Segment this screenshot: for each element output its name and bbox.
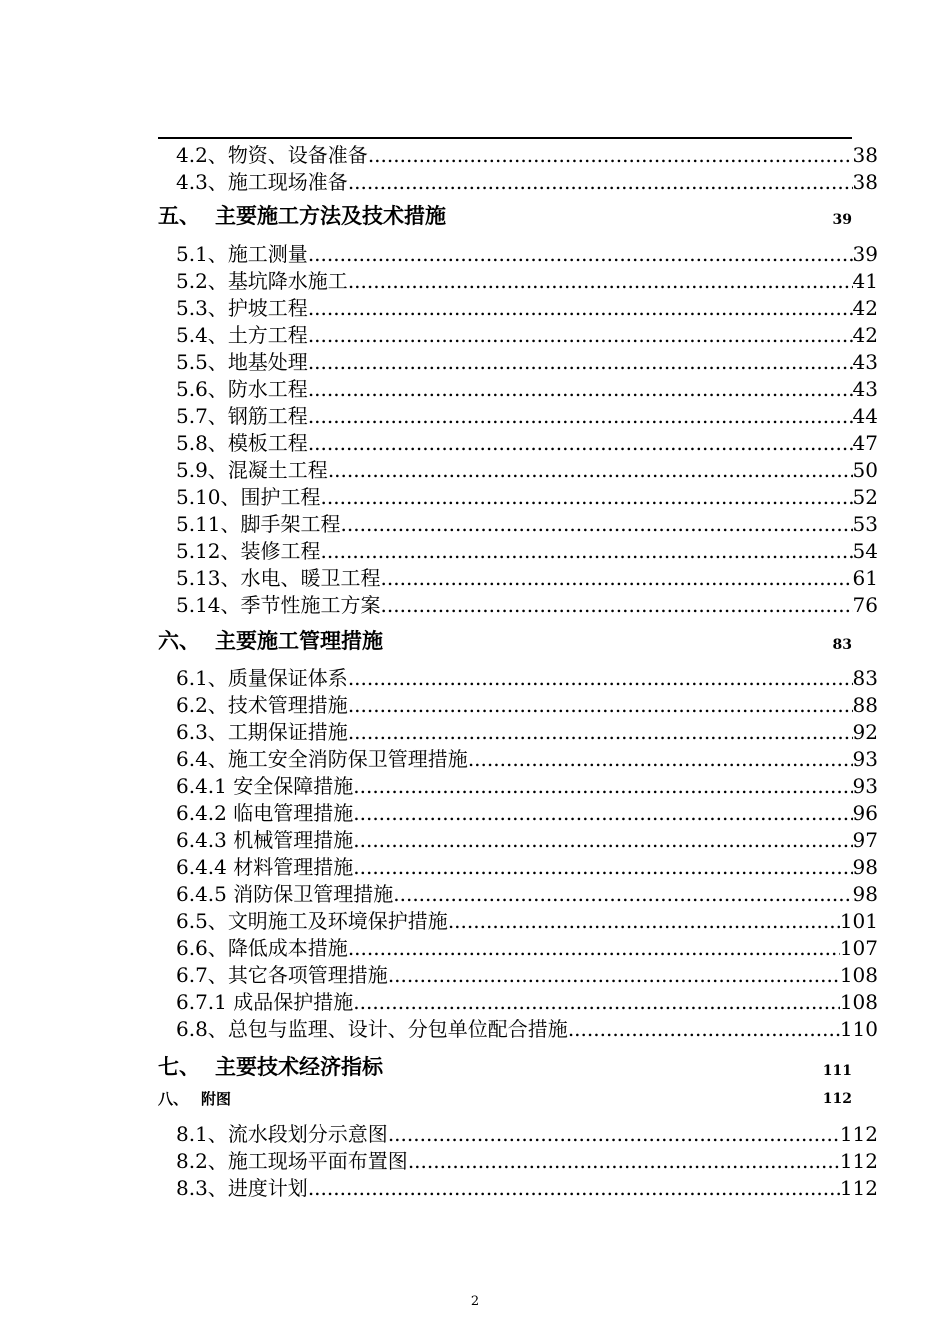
toc-leader	[341, 511, 853, 538]
toc-title: 6.4.5 消防保卫管理措施	[176, 882, 394, 906]
toc-number: 5.4、	[176, 323, 228, 347]
toc-number: 5.12、	[176, 539, 241, 563]
toc-number: 5.9、	[176, 458, 228, 482]
section-page: 83	[832, 637, 852, 653]
toc-page: 42	[852, 296, 878, 320]
toc-page: 38	[852, 170, 878, 194]
toc-leader	[308, 430, 853, 457]
toc-section-8[interactable]	[158, 1088, 852, 1110]
toc-title: 降低成本措施	[227, 936, 348, 960]
toc-page: 98	[852, 855, 878, 879]
section-number: 六、	[158, 628, 200, 653]
toc-leader	[308, 322, 853, 349]
toc-page: 112	[839, 1176, 878, 1200]
toc-entry-5-14[interactable]	[176, 592, 878, 619]
toc-page: 38	[852, 143, 878, 167]
toc-entry-5-13[interactable]	[176, 565, 878, 592]
toc-entry-5-1[interactable]	[176, 241, 878, 268]
toc-entry-6-1[interactable]	[176, 665, 878, 692]
toc-leader	[568, 1016, 840, 1043]
toc-leader	[448, 908, 840, 935]
toc-number: 5.5、	[176, 350, 228, 374]
toc-title: 防水工程	[227, 377, 308, 401]
toc-page: 108	[839, 990, 878, 1014]
toc-title: 6.4.1 安全保障措施	[176, 774, 354, 798]
toc-title: 地基处理	[227, 350, 308, 374]
toc-page: 50	[852, 458, 878, 482]
toc-entry-6-4-1[interactable]	[176, 773, 878, 800]
toc-leader	[381, 565, 853, 592]
top-rule	[158, 137, 852, 139]
toc-number: 8.3、	[176, 1176, 228, 1200]
toc-title: 模板工程	[227, 431, 308, 455]
toc-title: 物资、设备准备	[227, 143, 368, 167]
toc-number: 5.14、	[176, 593, 241, 617]
toc-leader	[353, 773, 852, 800]
toc-leader	[353, 989, 840, 1016]
toc-page: 96	[852, 801, 878, 825]
toc-title: 质量保证体系	[227, 666, 348, 690]
toc-entry-5-8[interactable]	[176, 430, 878, 457]
toc-entry-6-2[interactable]	[176, 692, 878, 719]
section-number: 八、	[158, 1090, 189, 1108]
toc-page: 101	[839, 909, 878, 933]
toc-leader	[308, 295, 853, 322]
toc-number: 6.5、	[176, 909, 228, 933]
toc-leader	[308, 1175, 840, 1202]
toc-title: 总包与监理、设计、分包单位配合措施	[227, 1017, 568, 1041]
toc-leader	[353, 854, 852, 881]
toc-number: 6.6、	[176, 936, 228, 960]
toc-number: 6.8、	[176, 1017, 228, 1041]
toc-entry-5-10[interactable]	[176, 484, 878, 511]
toc-page: 41	[852, 269, 878, 293]
toc-entry-5-12[interactable]	[176, 538, 878, 565]
toc-entry-5-7[interactable]	[176, 403, 878, 430]
toc-number: 6.3、	[176, 720, 228, 744]
toc-leader	[368, 142, 853, 169]
toc-entry-6-4-4[interactable]	[176, 854, 878, 881]
toc-leader	[308, 241, 853, 268]
toc-entry-4-3[interactable]	[176, 169, 878, 196]
toc-number: 6.2、	[176, 693, 228, 717]
toc-section-6[interactable]	[158, 626, 852, 656]
toc-entry-5-6[interactable]	[176, 376, 878, 403]
toc-title: 进度计划	[227, 1176, 308, 1200]
toc-page: 47	[852, 431, 878, 455]
toc-number: 6.4、	[176, 747, 228, 771]
toc-section-5[interactable]	[158, 201, 852, 231]
toc-title: 钢筋工程	[227, 404, 308, 428]
toc-section-7[interactable]	[158, 1052, 852, 1082]
toc-leader	[321, 538, 853, 565]
toc-page: 43	[852, 350, 878, 374]
toc-leader	[348, 719, 853, 746]
toc-leader	[348, 692, 853, 719]
toc-title: 文明施工及环境保护措施	[227, 909, 448, 933]
toc-leader	[328, 457, 853, 484]
page-number: 2	[470, 1294, 480, 1309]
toc-entry-6-3[interactable]	[176, 719, 878, 746]
toc-page: 39	[852, 242, 878, 266]
toc-title: 混凝土工程	[227, 458, 328, 482]
toc-leader	[393, 881, 852, 908]
toc-entry-5-9[interactable]	[176, 457, 878, 484]
toc-leader	[308, 403, 853, 430]
toc-page: 108	[839, 963, 878, 987]
toc-number: 4.2、	[176, 143, 228, 167]
toc-number: 8.2、	[176, 1149, 228, 1173]
toc-page: 42	[852, 323, 878, 347]
toc-page: 54	[852, 539, 878, 563]
toc-entry-8-1[interactable]	[176, 1121, 878, 1148]
toc-title: 技术管理措施	[227, 693, 348, 717]
toc-leader	[353, 800, 852, 827]
toc-leader	[308, 349, 853, 376]
toc-leader	[408, 1148, 840, 1175]
toc-entry-5-3[interactable]	[176, 295, 878, 322]
toc-entry-5-4[interactable]	[176, 322, 878, 349]
toc-page: 43	[852, 377, 878, 401]
toc-title: 6.4.4 材料管理措施	[176, 855, 354, 879]
toc-leader	[321, 484, 853, 511]
section-page: 111	[822, 1063, 852, 1079]
section-page: 39	[832, 212, 852, 228]
toc-title: 水电、暖卫工程	[240, 566, 381, 590]
toc-number: 8.1、	[176, 1122, 228, 1146]
toc-page: 53	[852, 512, 878, 536]
toc-page: 61	[852, 566, 878, 590]
toc-entry-5-11[interactable]	[176, 511, 878, 538]
toc-title: 施工现场准备	[227, 170, 348, 194]
section-title: 附图	[201, 1090, 232, 1108]
toc-entry-6-8[interactable]	[176, 1016, 878, 1043]
toc-leader	[348, 268, 853, 295]
toc-page: 98	[852, 882, 878, 906]
toc-leader	[308, 376, 853, 403]
toc-title: 其它各项管理措施	[227, 963, 388, 987]
toc-title: 土方工程	[227, 323, 308, 347]
toc-title: 6.4.2 临电管理措施	[176, 801, 354, 825]
toc-title: 基坑降水施工	[227, 269, 348, 293]
toc-leader	[348, 935, 840, 962]
toc-title: 施工安全消防保卫管理措施	[227, 747, 468, 771]
toc-title: 流水段划分示意图	[227, 1122, 388, 1146]
toc-title: 护坡工程	[227, 296, 308, 320]
toc-page: 88	[852, 693, 878, 717]
toc-number: 5.6、	[176, 377, 228, 401]
toc-page: 52	[852, 485, 878, 509]
toc-number: 5.10、	[176, 485, 241, 509]
toc-page: 83	[852, 666, 878, 690]
toc-page: 97	[852, 828, 878, 852]
toc-title: 施工测量	[227, 242, 308, 266]
toc-entry-6-7[interactable]	[176, 962, 878, 989]
toc-title: 季节性施工方案	[240, 593, 381, 617]
toc-entry-8-2[interactable]	[176, 1148, 878, 1175]
toc-entry-6-4-3[interactable]	[176, 827, 878, 854]
toc-title: 6.4.3 机械管理措施	[176, 828, 354, 852]
section-title: 主要技术经济指标	[215, 1054, 383, 1079]
toc-leader	[348, 169, 853, 196]
section-number: 七、	[158, 1054, 200, 1079]
toc-entry-6-7-1[interactable]	[176, 989, 878, 1016]
section-title: 主要施工方法及技术措施	[215, 203, 446, 228]
toc-entry-6-4-2[interactable]	[176, 800, 878, 827]
section-title: 主要施工管理措施	[215, 628, 383, 653]
toc-entry-6-4[interactable]	[176, 746, 878, 773]
toc-number: 5.13、	[176, 566, 241, 590]
toc-page: 93	[852, 747, 878, 771]
toc-page: 93	[852, 774, 878, 798]
toc-number: 5.11、	[176, 512, 241, 536]
section-number: 五、	[158, 203, 200, 228]
toc-entry-8-3[interactable]	[176, 1175, 878, 1202]
section-page: 112	[822, 1091, 852, 1107]
toc-number: 5.3、	[176, 296, 228, 320]
toc-title: 6.7.1 成品保护措施	[176, 990, 354, 1014]
toc-entry-6-6[interactable]	[176, 935, 878, 962]
toc-title: 围护工程	[240, 485, 321, 509]
toc-entry-4-2[interactable]	[176, 142, 878, 169]
toc-number: 5.7、	[176, 404, 228, 428]
toc-page: 110	[839, 1017, 878, 1041]
toc-leader	[468, 746, 853, 773]
toc-entry-6-4-5[interactable]	[176, 881, 878, 908]
toc-number: 5.8、	[176, 431, 228, 455]
toc-entry-5-5[interactable]	[176, 349, 878, 376]
toc-leader	[388, 962, 840, 989]
toc-entry-5-2[interactable]	[176, 268, 878, 295]
toc-page: 112	[839, 1149, 878, 1173]
toc-page: 107	[839, 936, 878, 960]
toc-page: 112	[839, 1122, 878, 1146]
toc-page: 92	[852, 720, 878, 744]
toc-leader	[348, 665, 853, 692]
toc-title: 施工现场平面布置图	[227, 1149, 408, 1173]
toc-number: 5.1、	[176, 242, 228, 266]
toc-title: 脚手架工程	[240, 512, 341, 536]
toc-number: 4.3、	[176, 170, 228, 194]
toc-number: 6.7、	[176, 963, 228, 987]
toc-leader	[353, 827, 852, 854]
toc-number: 5.2、	[176, 269, 228, 293]
toc-title: 工期保证措施	[227, 720, 348, 744]
toc-entry-6-5[interactable]	[176, 908, 878, 935]
toc-leader	[388, 1121, 840, 1148]
toc-page: 44	[852, 404, 878, 428]
toc-number: 6.1、	[176, 666, 228, 690]
toc-page: 76	[852, 593, 878, 617]
toc-leader	[381, 592, 853, 619]
toc-title: 装修工程	[240, 539, 321, 563]
